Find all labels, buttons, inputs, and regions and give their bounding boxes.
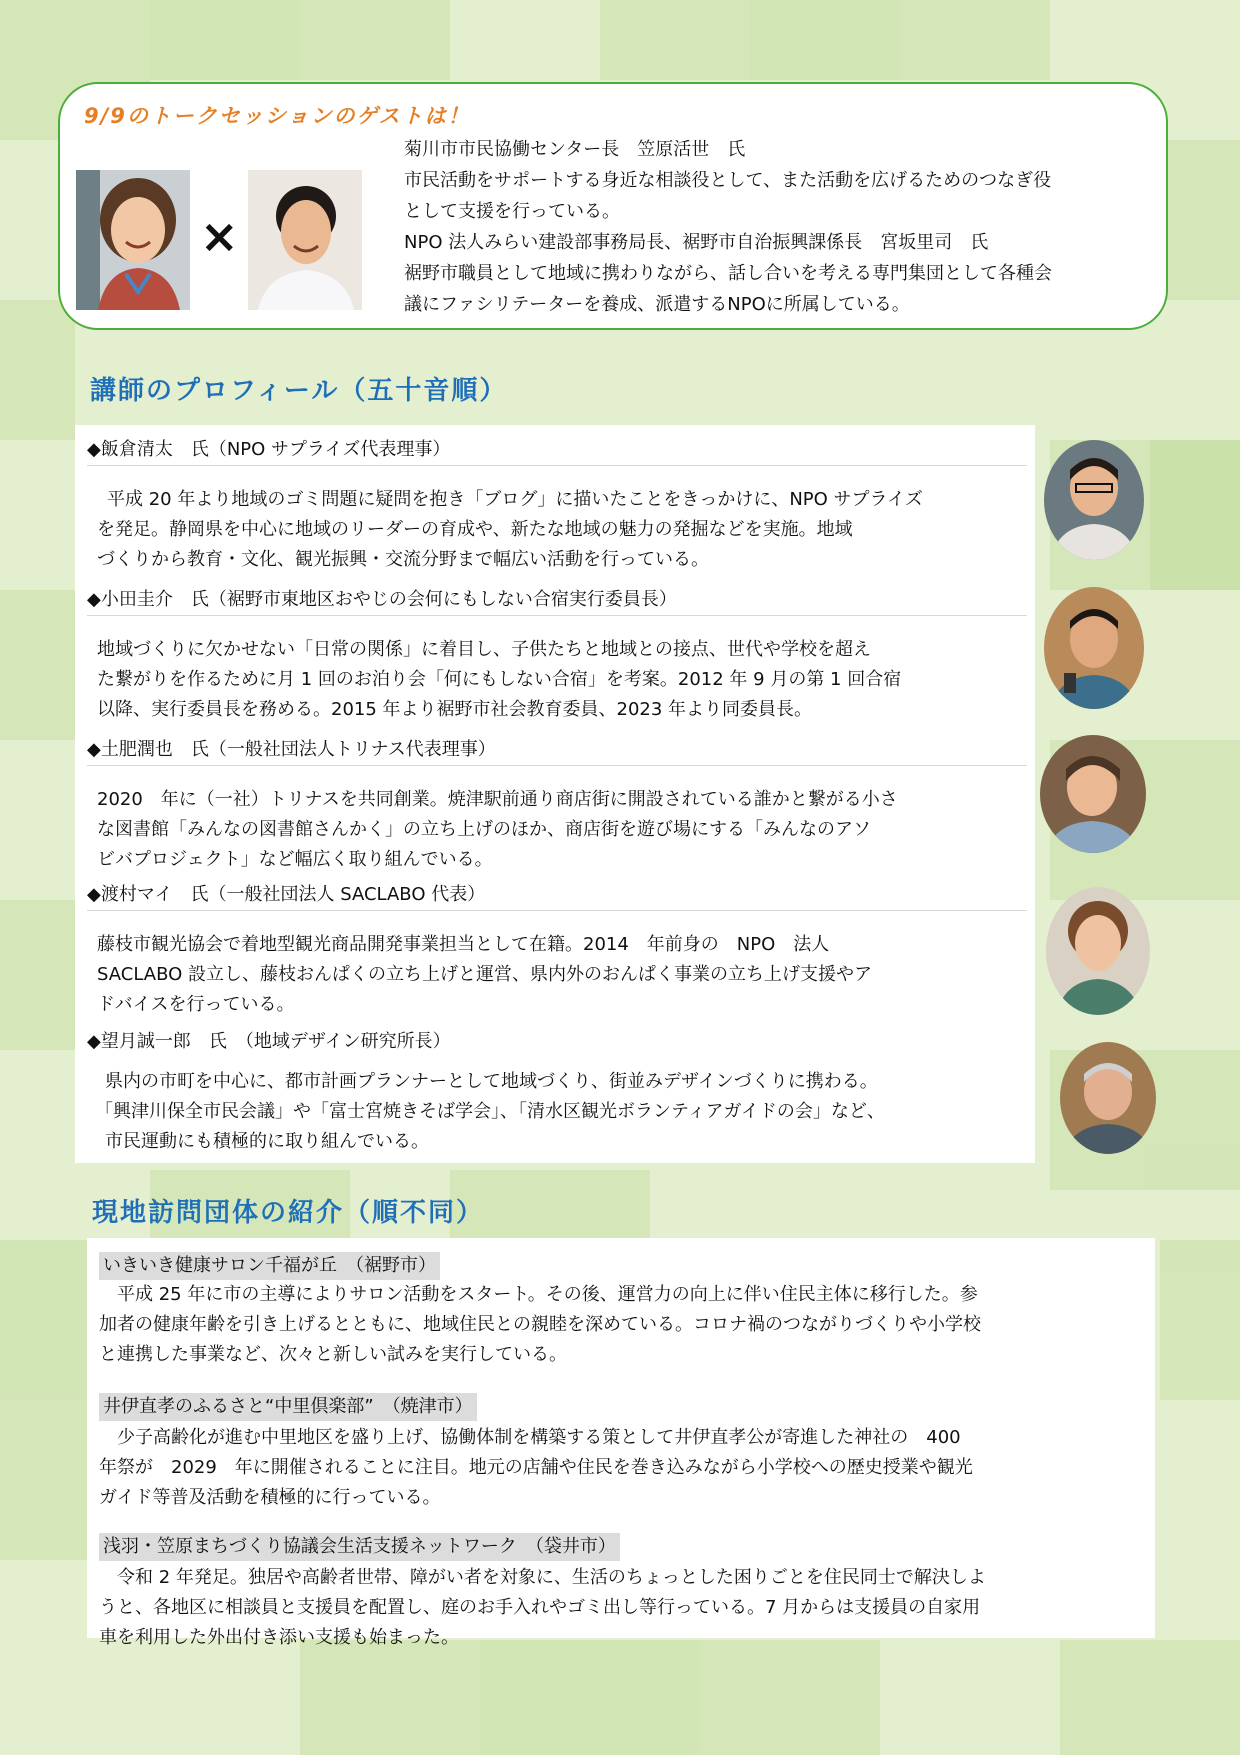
bio-line: ドバイスを行っている。 <box>97 994 295 1015</box>
org-line: 令和 2 年発足。独居や高齢者世帯、障がい者を対象に、生活のちょっとした困りごとを住民同士で解決しよ <box>117 1567 986 1588</box>
talk-session-title: 9/9のトークセッションのゲストは！ <box>84 104 471 128</box>
lecturer-name: ◆渡村マイ 氏（一般社団法人 SACLABO 代表） <box>87 880 1027 911</box>
org-line: 加者の健康年齢を引き上げるとともに、地域住民との親睦を深めている。コロナ禍のつながりづくりや小学校 <box>99 1314 981 1335</box>
lecturer-photo-iikura <box>1044 440 1144 560</box>
lecturer-bio <box>97 485 1037 575</box>
visits-panel <box>87 1238 1155 1648</box>
org-line: うと、各地区に相談員と支援員を配置し、庭のお手入れやゴミ出し等行っている。7 月からは支援員の自家用 <box>99 1597 981 1618</box>
bio-line: た繋がりを作るために月 1 回のお泊り会「何にもしない合宿」を考案。2012 年 9 月の第 1 回合宿 <box>97 669 902 690</box>
bio-line: 地域づくりに欠かせない「日常の関係」に着目し、子供たちと地域との接点、世代や学校を超え <box>97 639 871 660</box>
lecturer-bio <box>95 1067 1035 1157</box>
bio-line: 平成 20 年より地域のゴミ問題に疑問を抱き「ブログ」に描いたことをきっかけに、NPO サプライズ <box>107 489 923 510</box>
org-description <box>99 1563 1149 1653</box>
org-line: 平成 25 年に市の主導によりサロン活動をスタート。その後、運営力の向上に伴い住民主体に移行した。参 <box>117 1284 978 1305</box>
bio-line: な図書館「みんなの図書館さんかく」の立ち上げのほか、商店街を遊び場にする「みんなのアソ <box>97 819 871 840</box>
guest-photo-miyasaka <box>248 170 362 310</box>
bio-line: ビバプロジェクト」など幅広く取り組んでいる。 <box>97 849 493 870</box>
bio-line: SACLABO 設立し、藤枝おんぱくの立ち上げと運営、県内外のおんぱく事業の立ち上げ支援やア <box>97 964 872 985</box>
org-line: 車を利用した外出付き添い支援も始まった。 <box>99 1627 459 1648</box>
lecturer-name: ◆飯倉清太 氏（NPO サプライズ代表理事） <box>87 435 1027 466</box>
org-line: 年祭が 2029 年に開催されることに注目。地元の店舗や住民を巻き込みながら小学校への歴史授業や観光 <box>99 1457 973 1478</box>
lecturer-photo-oda <box>1044 587 1144 709</box>
guest2-name: NPO 法人みらい建設部事務局長、裾野市自治振興課係長 宮坂里司 氏 <box>404 232 989 253</box>
org-line: 少子高齢化が進む中里地区を盛り上げ、協働体制を構築する策として井伊直孝公が寄進した神社の 400 <box>117 1427 961 1448</box>
org-title: 浅羽・笠原まちづくり協議会生活支援ネットワーク （袋井市） <box>99 1533 620 1561</box>
guest1-desc-line1: 市民活動をサポートする身近な相談役として、また活動を広げるためのつなぎ役 <box>404 170 1052 191</box>
lecturer-photo-dohi <box>1040 735 1146 853</box>
lecturer-panel <box>75 425 1035 1163</box>
bio-line: 2020 年に（一社）トリナスを共同創業。焼津駅前通り商店街に開設されている誰かと繋がる小さ <box>97 789 898 810</box>
lecturer-photo-mochizuki <box>1060 1042 1156 1154</box>
lecturer-name: ◆小田圭介 氏（裾野市東地区おやじの会何にもしない合宿実行委員長） <box>87 585 1027 616</box>
bio-line: 県内の市町を中心に、都市計画プランナーとして地域づくり、街並みデザインづくりに携わる。 <box>105 1071 878 1092</box>
talk-session-box <box>58 82 1168 330</box>
lecturer-name: ◆土肥潤也 氏（一般社団法人トリナス代表理事） <box>87 735 1027 766</box>
lecturer-heading: 講師のプロフィール（五十音順） <box>90 376 508 406</box>
bio-line: 「興津川保全市民会議」や「富士宮焼きそば学会」、「清水区観光ボランティアガイドの会」など、 <box>95 1101 885 1122</box>
guest1-name: 菊川市市民協働センター長 笠原活世 氏 <box>404 139 746 160</box>
bio-line: 以降、実行委員長を務める。2015 年より裾野市社会教育委員、2023 年より同委員長。 <box>97 699 813 720</box>
visits-heading: 現地訪問団体の紹介（順不同） <box>92 1198 485 1228</box>
bio-line: 藤枝市観光協会で着地型観光商品開発事業担当として在籍。2014 年前身の NPO 法人 <box>97 934 830 955</box>
bio-line: づくりから教育・文化、観光振興・交流分野まで幅広い活動を行っている。 <box>97 549 709 570</box>
guest1-desc-line2: として支援を行っている。 <box>404 201 620 222</box>
org-title: いきいき健康サロン千福が丘 （裾野市） <box>99 1252 440 1280</box>
org-title: 井伊直孝のふるさと“中里倶楽部” （焼津市） <box>99 1393 477 1421</box>
times-symbol: × <box>200 209 239 263</box>
guest-photo-kasahara <box>76 170 190 310</box>
lecturer-bio <box>97 635 1027 725</box>
guest2-desc-line1: 裾野市職員として地域に携わりながら、話し合いを考える専門集団として各種会 <box>404 263 1052 284</box>
lecturer-bio <box>97 785 1027 875</box>
bio-line: を発足。静岡県を中心に地域のリーダーの育成や、新たな地域の魅力の発掘などを実施。地域 <box>97 519 853 540</box>
org-line: と連携した事業など、次々と新しい試みを実行している。 <box>99 1344 567 1365</box>
lecturer-photo-tomura <box>1046 887 1150 1015</box>
org-line: ガイド等普及活動を積極的に行っている。 <box>99 1487 441 1508</box>
lecturer-name: ◆望月誠一郎 氏 （地域デザイン研究所長） <box>87 1031 451 1052</box>
org-description <box>99 1280 1149 1370</box>
lecturer-bio <box>97 930 1027 1020</box>
org-description <box>99 1423 1149 1513</box>
guest2-desc-line2: 議にファシリテーターを養成、派遣するNPOに所属している。 <box>404 294 910 315</box>
bio-line: 市民運動にも積極的に取り組んでいる。 <box>105 1131 429 1152</box>
talk-session-text <box>404 134 1144 320</box>
